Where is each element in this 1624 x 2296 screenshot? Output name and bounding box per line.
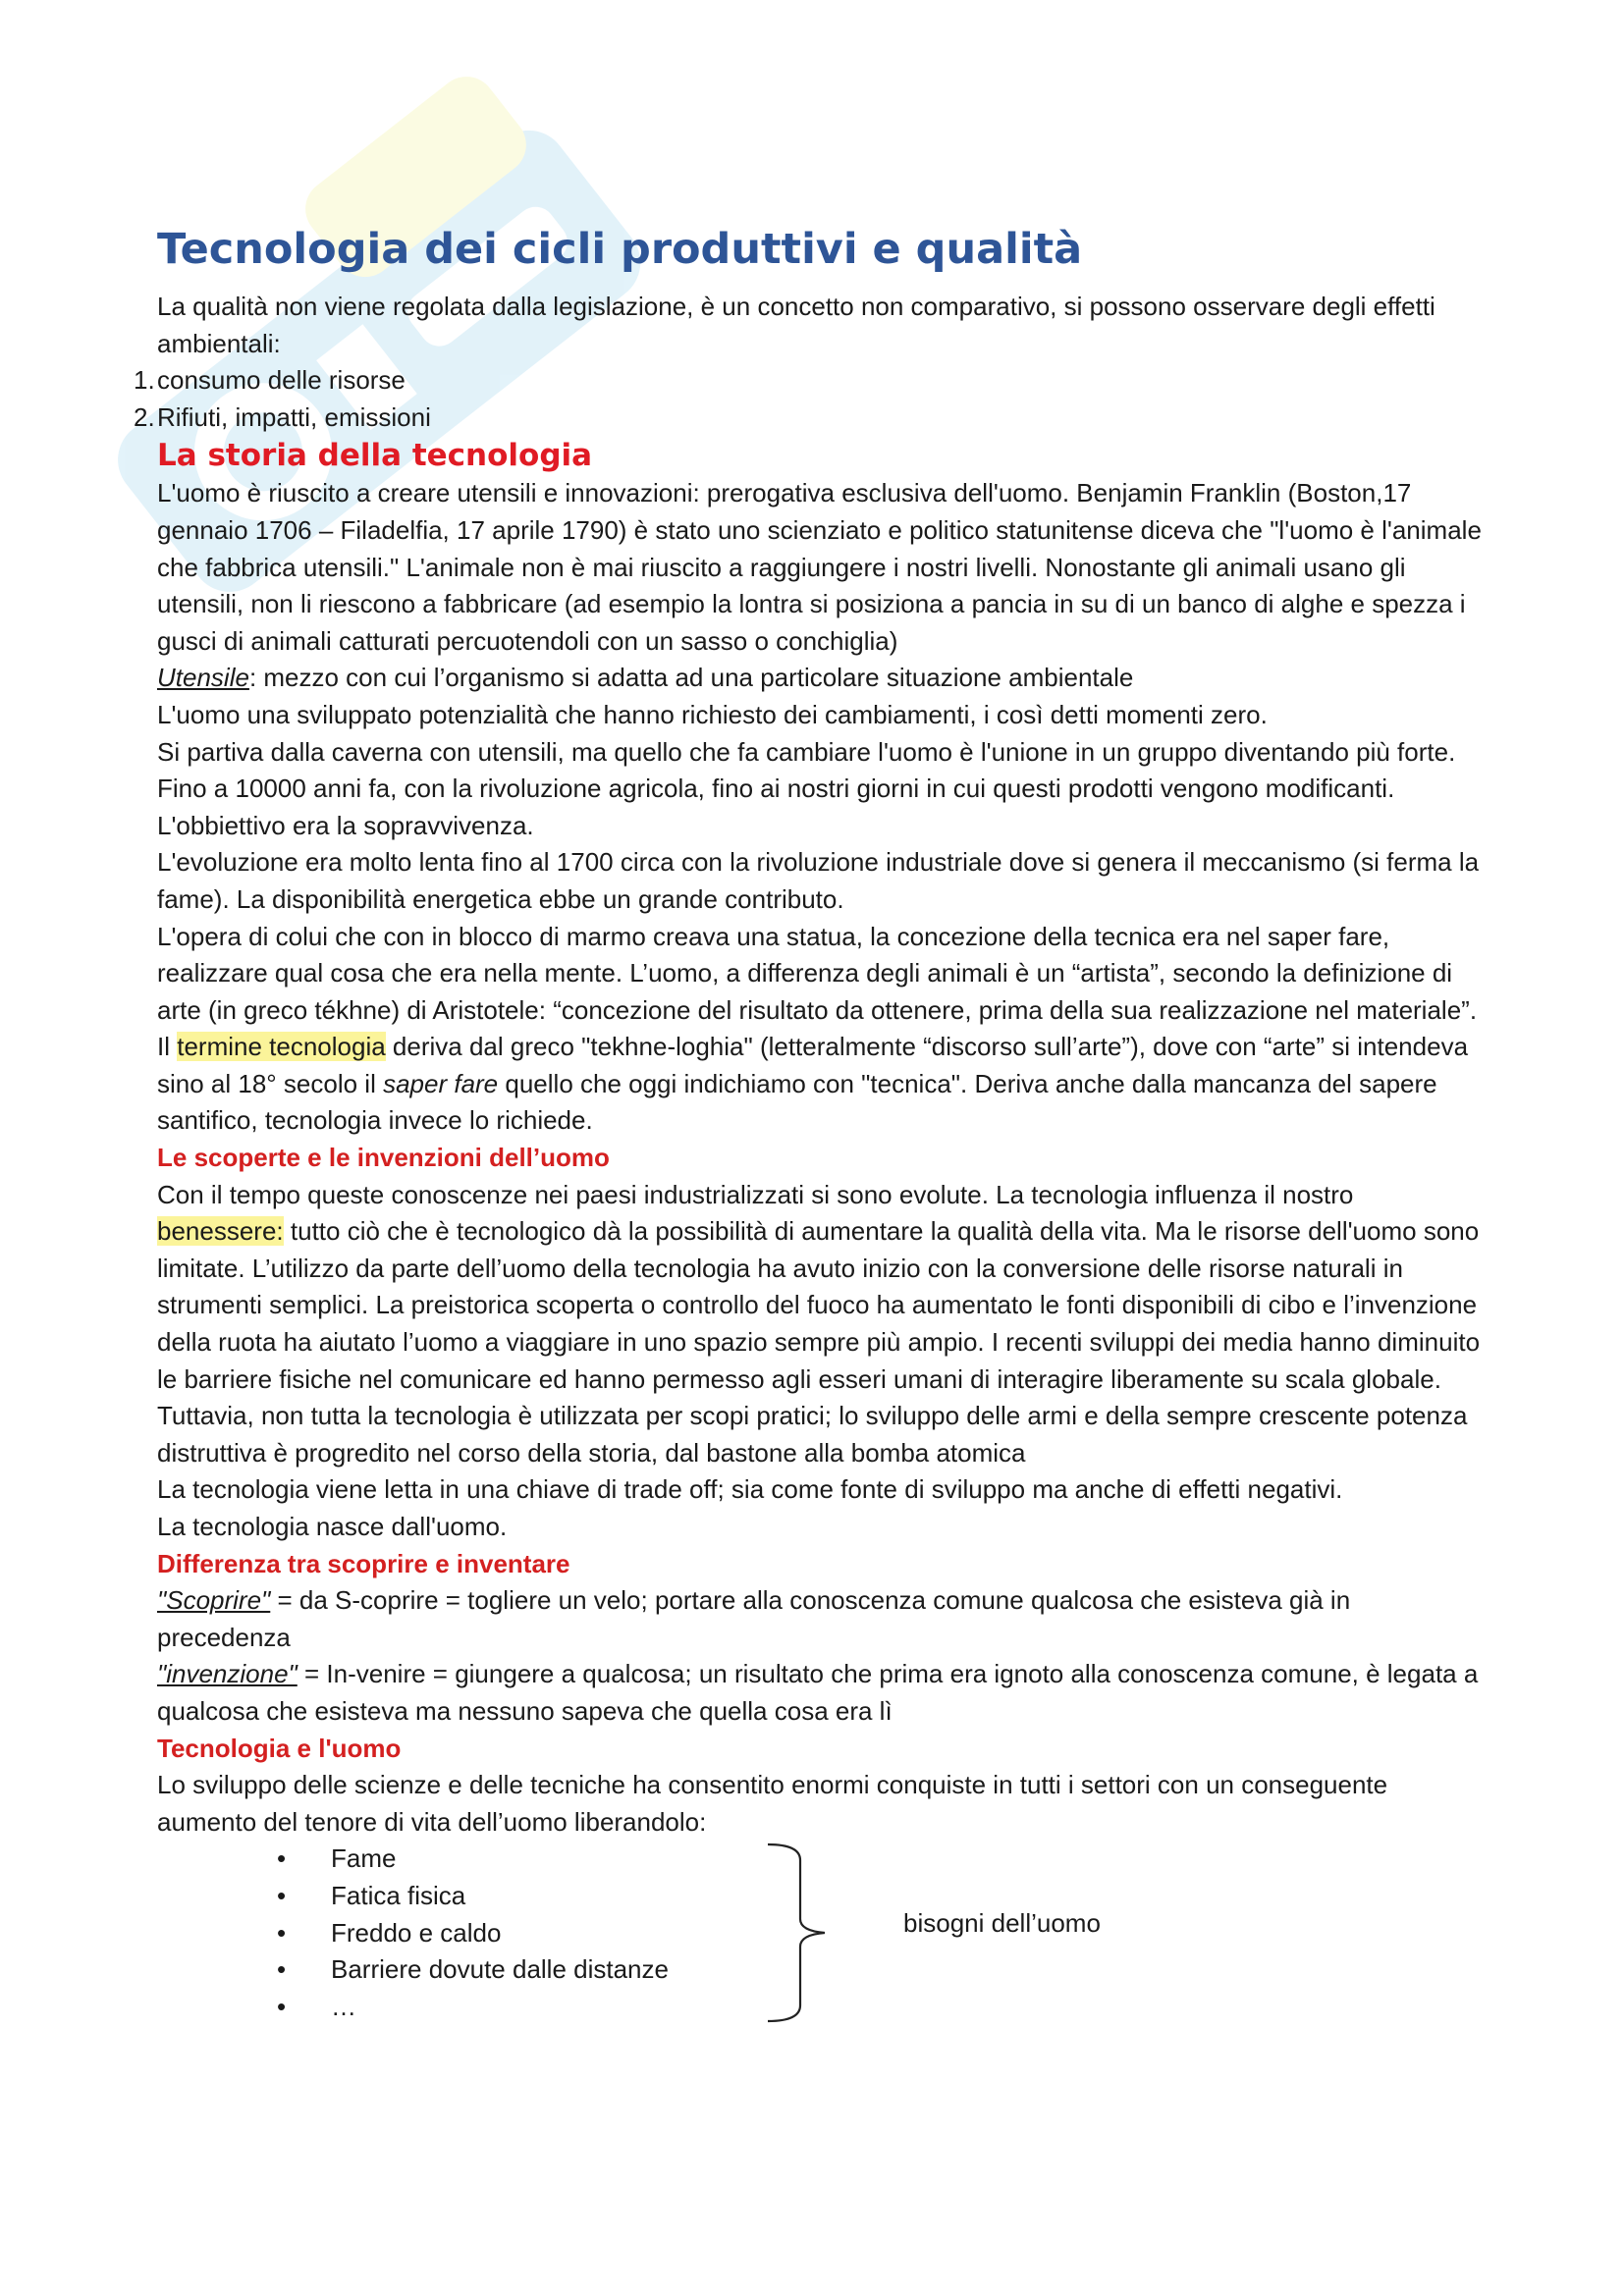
list-item [134,400,1483,437]
utensile-definition [157,660,1483,697]
list-item [157,1878,669,1915]
text-run: Con il tempo queste conoscenze nei paesi industrializzati si sono evolute. La tecnologia influenza il nostro [157,1179,1354,1209]
list-item [134,362,1483,400]
bullet-icon: • [277,1991,287,2021]
paragraph-benessere [157,1177,1483,1472]
paragraph: L'uomo una sviluppato potenzialità che hanno richiesto dei cambiamenti, i così detti momenti zero. [157,699,1268,729]
section-heading-storia: La storia della tecnologia [157,438,593,474]
document-page [134,224,1483,2037]
list-item-text: Freddo e caldo [331,1917,502,1948]
paragraph: Lo sviluppo delle scienze e delle tecniche ha consentito enormi conquiste in tutti i settori con un conseguente aumento del tenore di vita dell’uomo liberandolo: [157,1770,1388,1837]
brace-label: bisogni dell’uomo [903,1908,1101,1939]
list-number: 1. [134,365,155,396]
list-number: 2. [134,401,155,432]
bullet-icon: • [277,1954,287,1985]
highlighted-text: termine tecnologia [177,1032,386,1062]
text-run: Il [157,1032,178,1062]
needs-list [157,1841,669,2025]
scoprire-definition [157,1582,1483,1656]
text-run: tutto ciò che è tecnologico dà la possibilità di aumentare la qualità della vita. Ma le risorse dell'uomo sono limitate. L’utilizzo da parte dell’uomo della tecnologia ha avuto inizio con la conversione delle risorse naturali in strumenti semplici. La preistorica scoperta o controllo del fuoco ha aumentato le fonti disponibili di cibo e l’invenzione della ruota ha aiutato l’uomo a viaggiare in uno spazio sempre più ampio. I recenti sviluppi dei media hanno diminuito le barriere fisiche nel comunicare ed hanno permesso agli esseri umani di interagire liberamente su scala globale. Tuttavia, non tutta la tecnologia è utilizzata per scopi pratici; lo sviluppo delle armi e della sempre crescente potenza distruttiva è progredito nel corso della storia, dal bastone alla bomba atomica [157,1216,1481,1468]
list-item-text: Fame [331,1843,397,1874]
list-item-text: Rifiuti, impatti, emissioni [157,401,431,432]
list-item [157,1989,669,2026]
text-run: deriva dal greco "tekhne-loghia" (letteralmente “discorso sull’arte”), dove con “arte” si intendeva sino al 18° secolo il [157,1032,1469,1098]
definition-text: = In-venire = giungere a qualcosa; un risultato che prima era ignoto alla conoscenza comune, è legata a qualcosa che esisteva ma nessuno sapeva che quella cosa era lì [157,1659,1479,1726]
needs-block [157,1841,1483,2037]
section-heading-tecnologia-uomo: Tecnologia e l'uomo [157,1733,402,1763]
list-item-text: Fatica fisica [331,1880,466,1910]
definition-text: = da S-coprire = togliere un velo; portare alla conoscenza comune qualcosa che esisteva già in precedenza [157,1585,1351,1652]
section-heading-differenza: Differenza tra scoprire e inventare [157,1548,570,1578]
definition-text: : mezzo con cui l’organismo si adatta ad una particolare situazione ambientale [248,663,1134,693]
list-item-text: Barriere dovute dalle distanze [331,1954,669,1985]
section-heading-scoperte: Le scoperte e le invenzioni dell’uomo [157,1143,610,1173]
list-item-text: … [331,1991,356,2021]
paragraph: La tecnologia nasce dall'uomo. [157,1512,508,1541]
list-item [157,1915,669,1952]
highlighted-text: benessere: [157,1216,284,1247]
paragraph: La tecnologia viene letta in una chiave di trade off; sia come fonte di sviluppo ma anche di effetti negativi. [157,1474,1343,1505]
bullet-icon: • [277,1843,287,1874]
scoprire-term: "Scoprire" [157,1585,271,1616]
list-item-text: consumo delle risorse [157,365,406,396]
document-title: Tecnologia dei cicli produttivi e qualità [157,225,1083,274]
paragraph-termine [157,1029,1483,1140]
list-item [157,1841,669,1878]
effects-list [134,362,1483,436]
text-run: quello che oggi indichiamo con "tecnica". Deriva anche dalla mancanza del sapere santifico, tecnologia invece lo richiede. [157,1068,1437,1136]
invenzione-term: "invenzione" [157,1659,298,1689]
paragraph: L'opera di colui che con in blocco di marmo creava una statua, la concezione della tecnica era nel saper fare, realizzare qual cosa che era nella mente. L’uomo, a differenza degli animali è un “artista”, secondo la definizione di arte (in greco tékhne) di Aristotele: “concezione del risultato da ottenere, prima della sua realizzazione nel materiale”. [157,921,1478,1025]
paragraph: Si partiva dalla caverna con utensili, ma quello che fa cambiare l'uomo è l'unione in un gruppo diventando più forte. Fino a 10000 anni fa, con la rivoluzione agricola, fino ai nostri giorni in cui questi prodotti vengono modificanti. L'obbiettivo era la sopravvivenza. [157,736,1456,840]
paragraph: L'evoluzione era molto lenta fino al 1700 circa con la rivoluzione industriale dove si genera il meccanismo (si ferma la fame). La disponibilità energetica ebbe un grande contributo. [157,847,1480,914]
curly-brace-icon [766,1842,835,2024]
intro-paragraph: La qualità non viene regolata dalla legislazione, è un concetto non comparativo, si possono osservare degli effetti ambientali: [157,292,1435,358]
italic-text: saper fare [383,1068,499,1098]
list-item [157,1951,669,1989]
bullet-icon: • [277,1880,287,1910]
paragraph: L'uomo è riuscito a creare utensili e innovazioni: prerogativa esclusiva dell'uomo. Benjamin Franklin (Boston,17 gennaio 1706 – Filadelfia, 17 aprile 1790) è stato uno scienziato e politico statunitense diceva che "l'uomo è l'animale che fabbrica utensili." L'animale non è mai riuscito a raggiungere i nostri livelli. Nonostante gli animali usano gli utensili, non li riescono a fabbricare (ad esempio la lontra si posiziona a pancia in su di un banco di alghe e spezza i gusci di animali catturati percuotendoli con un sasso o conchiglia) [157,478,1482,656]
invenzione-definition [157,1656,1483,1730]
utensile-term: Utensile [157,663,249,693]
bullet-icon: • [277,1917,287,1948]
